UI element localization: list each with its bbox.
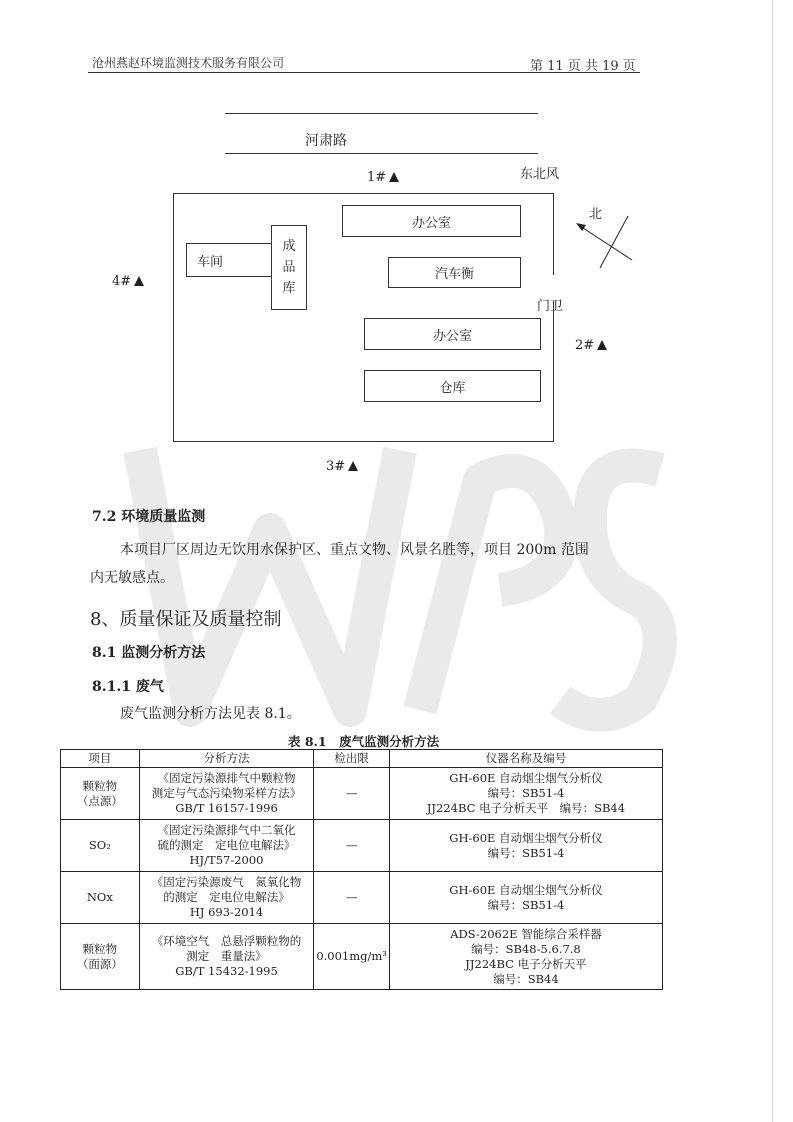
road-label: 河肃路: [305, 133, 347, 149]
wind-direction-label: 东北风: [520, 167, 560, 182]
table-caption: 表 8.1 废气监测分析方法: [288, 734, 440, 749]
triangle-marker-icon: [348, 461, 358, 471]
limit-cell: —: [314, 872, 390, 924]
header-page-number: 第 11 页 共 19 页: [530, 59, 636, 74]
table-row: [61, 924, 663, 990]
section-8-1-1-title: 8.1.1 废气: [92, 679, 164, 695]
road-line-top: [225, 113, 538, 114]
table-header-cell: 项目: [61, 750, 140, 768]
instrument-cell: ADS-2062E 智能综合采样器 编号：SB48-5.6.7.8 JJ224BC 电子分析天平 编号：SB44: [389, 924, 662, 990]
table-header-cell: 分析方法: [139, 750, 314, 768]
workshop: 车间: [186, 243, 272, 277]
monitor-point-3: 3#: [326, 459, 358, 474]
instrument-cell: GH-60E 自动烟尘烟气分析仪 编号：SB51-4: [389, 872, 662, 924]
table-header-cell: 检出限: [314, 750, 390, 768]
analysis-method-table: [60, 749, 663, 990]
section-8-1-1-text: 废气监测分析方法见表 8.1。: [120, 706, 301, 722]
header-rule: [88, 72, 640, 73]
triangle-marker-icon: [389, 172, 399, 182]
table-row: [61, 872, 663, 924]
method-cell: 《固定污染源废气 氮氧化物 的测定 定电位电解法》 HJ 693-2014: [139, 872, 314, 924]
triangle-marker-icon: [597, 340, 607, 350]
office-building-2: 办公室: [364, 318, 541, 350]
table-header-cell: 仪器名称及编号: [389, 750, 662, 768]
section-7-2-title: 7.2 环境质量监测: [92, 509, 206, 525]
item-cell: 颗粒物 （面源）: [61, 924, 140, 990]
item-cell: 颗粒物 （点源）: [61, 768, 140, 820]
road-line-bottom: [225, 153, 538, 154]
method-cell: 《固定污染源排气中颗粒物 测定与气态污染物采样方法》 GB/T 16157-1996: [139, 768, 314, 820]
limit-cell: —: [314, 768, 390, 820]
method-cell: 《固定污染源排气中二氧化 硫的测定 定电位电解法》 HJ/T57-2000: [139, 820, 314, 872]
north-arrow-icon: [570, 212, 642, 272]
limit-cell: —: [314, 820, 390, 872]
monitor-point-1: 1#: [367, 170, 399, 185]
table-header-row: [61, 750, 663, 768]
section-7-2-line-2: 内无敏感点。: [90, 570, 174, 586]
triangle-marker-icon: [134, 276, 144, 286]
watermark-logo-icon: [120, 410, 680, 740]
instrument-cell: GH-60E 自动烟尘烟气分析仪 编号：SB51-4 JJ224BC 电子分析天平 编号：SB44: [389, 768, 662, 820]
monitor-point-2: 2#: [575, 338, 607, 353]
header-company: 沧州燕赵环境监测技术服务有限公司: [92, 56, 285, 70]
page-edge: [772, 0, 773, 1122]
monitor-point-4: 4#: [112, 274, 144, 289]
method-cell: 《环境空气 总悬浮颗粒物的 测定 重量法》 GB/T 15432-1995: [139, 924, 314, 990]
section-8-1-title: 8.1 监测分析方法: [92, 645, 206, 661]
section-8-title: 8、质量保证及质量控制: [90, 609, 282, 630]
north-label: 北: [589, 207, 603, 222]
item-cell: SO₂: [61, 820, 140, 872]
limit-cell: 0.001mg/m³: [314, 924, 390, 990]
table-row: [61, 820, 663, 872]
warehouse: 仓库: [364, 370, 541, 402]
item-cell: NOx: [61, 872, 140, 924]
section-7-2-line-1: 本项目厂区周边无饮用水保护区、重点文物、风景名胜等，项目 200m 范围: [120, 542, 589, 558]
office-building-1: 办公室: [342, 205, 521, 237]
instrument-cell: GH-60E 自动烟尘烟气分析仪 编号：SB51-4: [389, 820, 662, 872]
truck-scale: 汽车衡: [388, 257, 521, 288]
table-row: [61, 768, 663, 820]
gate-label: 门卫: [537, 299, 564, 314]
finished-product-store: 成 品 库: [271, 225, 307, 310]
